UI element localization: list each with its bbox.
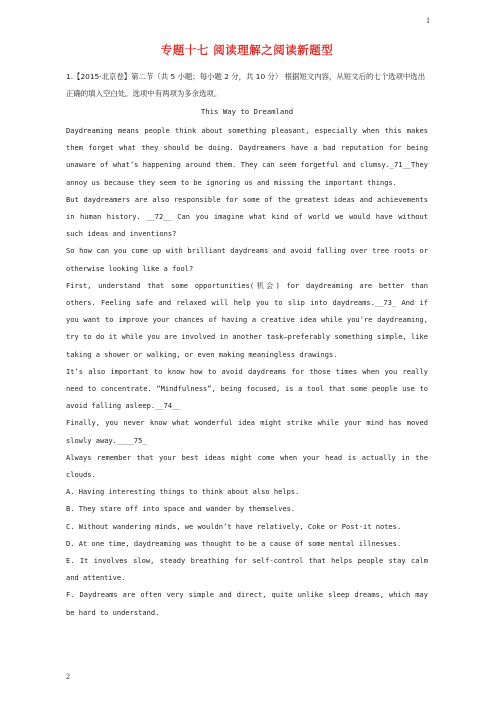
option-b: B. They stare off into space and wander by themselves.	[66, 504, 296, 514]
document-title: 专题十七 阅读理解之阅读新题型	[160, 43, 334, 57]
paragraph-6: Finally, you never know what wonderful idea might strike while your mind has moved slowly away.____75_	[66, 418, 428, 445]
document-body	[66, 42, 428, 621]
paragraph-7: Always remember that your best ideas might come when your head is actually in the clouds.	[66, 452, 428, 480]
option-a: A. Having interesting things to think about also helps.	[66, 487, 300, 497]
page-number-top: 1	[426, 16, 430, 25]
option-d: D. At one time, daydreaming was thought to be a cause of some mental illnesses.	[66, 538, 402, 548]
passage-title: This Way to Dreamland	[200, 107, 294, 116]
question-instructions: 1.【2015·北京卷】第二节（共 5 小题；每小题 2 分，共 10 分） 根据短文内容，从短文后的七个选项中选出正确的填入空白处。选项中有两项为多余选项。	[66, 72, 426, 98]
option-c: C. Without wandering minds, we wouldn’t have relatively, Coke or Post-it notes.	[66, 521, 402, 531]
paragraph-1: Daydreaming means people think about something pleasant, especially when this makes them forget what they should be doing. Daydreamers have a bad reputation for being unaware of what’s happening around them. They can seem forgetful and clumsy._71__They annoy us because they seem to be ignoring us and missing the important things.	[66, 126, 428, 187]
page-number-bottom: 2	[66, 672, 70, 681]
option-e: E. It involves slow, steady breathing for self-control that helps people stay calm and attentive.	[66, 556, 428, 583]
paragraph-3: So how can you come up with brilliant daydreams and avoid falling over tree roots or otherwise looking like a fool?	[66, 246, 428, 273]
paragraph-5: It’s also important to know how to avoid daydreams for those times when you really need to concentrate. “Mindfulness”, being focused, is a tool that some people use to avoid falling asleep.__74__	[66, 366, 428, 411]
paragraph-2: But daydreamers are also responsible for some of the greatest ideas and achievements in human history. __72__ Can you imagine what kind of world we would have without such ideas and inventions?	[66, 194, 428, 239]
option-f: F. Daydreams are often very simple and direct, quite unlike sleep dreams, which may be hard to understand.	[66, 590, 428, 617]
paragraph-4: First, understand that some opportunities(机会) for daydreaming are better than others. Feeling safe and relaxed will help you to slip into daydreams.__73_ And if you want to improve your chances of having a creative idea while you’re daydreaming, try to do it while you are involved in another task—preferably something simple, like taking a shower or walking, or even making meaningless drawings.	[66, 280, 428, 359]
